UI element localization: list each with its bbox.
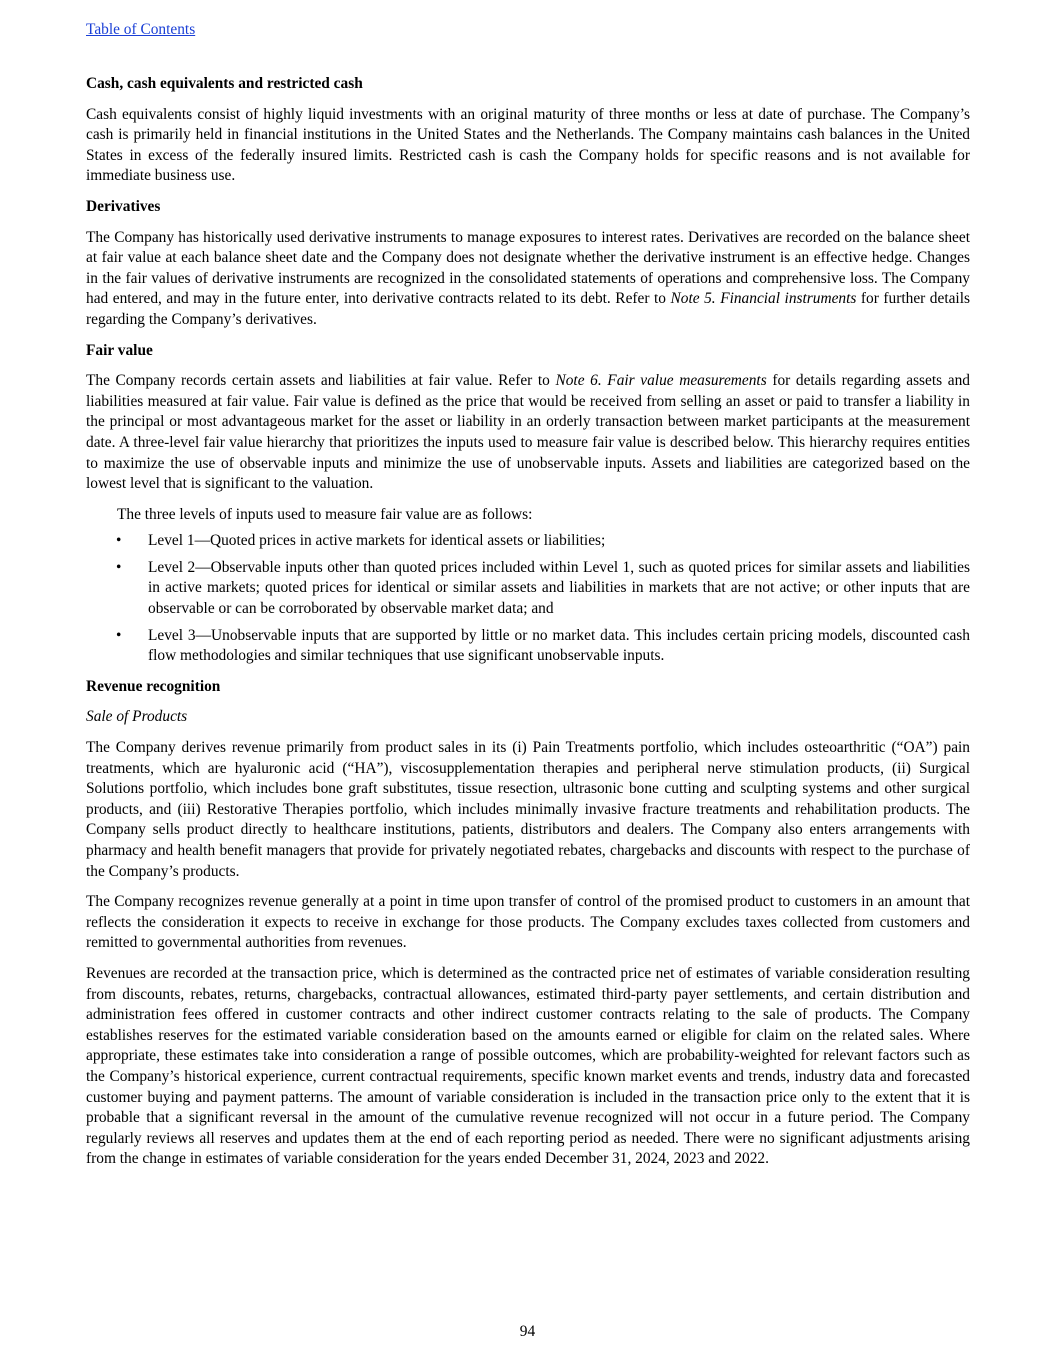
paragraph-revenue-1: The Company derives revenue primarily from product sales in its (i) Pain Treatments portfolio, which includes osteoarthritic (“OA”) pain treatments, which are hyaluronic acid (“HA”), viscosupplementation therapies and peripheral nerve stimulation products, (ii) Surgical Solutions portfolio, which includes bone graft substitutes, tissue resection, ultrasonic bone cutting and sculpting systems and other surgical products, and (iii) Restorative Therapies portfolio, which includes minimally invasive fracture treatments and rehabilitation products. The Company sells product directly to healthcare institutions, patients, distributors and dealers. The Company also enters arrangements with pharmacy and health benefit managers that provide for privately negotiated rebates, chargebacks and discounts with respect to the purchase of the Company’s products. xyxy=(86,739,970,880)
note-5-reference: Note 5. Financial instruments xyxy=(670,290,857,308)
list-item-level-2 xyxy=(86,558,970,620)
bullet-icon: • xyxy=(116,558,122,576)
derivatives-text-before: The Company has historically used derivative instruments to manage exposures to interest rates. Derivatives are recorded on the balance sheet at fair value at each balance sheet date and the Company does not designate whether the derivative instrument is an effective hedge. Changes in the fair values of derivative instruments are recognized in the consolidated statements of operations and comprehensive loss. The Company had entered, and may in the future enter, into derivative contracts related to its debt. Refer to xyxy=(86,228,970,308)
list-item-level-3 xyxy=(86,626,970,667)
table-of-contents-link[interactable]: Table of Contents xyxy=(86,21,196,38)
paragraph-revenue-2: The Company recognizes revenue generally at a point in time upon transfer of control of the promised product to customers in an amount that reflects the consideration it expects to receive in exchange for those products. The Company excludes taxes collected from customers and remitted to governmental authorities from revenues. xyxy=(86,893,970,952)
section-heading-fair-value: Fair value xyxy=(86,341,153,359)
paragraph-derivatives xyxy=(86,228,970,331)
paragraph-revenue-3: Revenues are recorded at the transaction price, which is determined as the contracted price net of estimates of variable consideration resulting from discounts, rebates, returns, chargebacks, contractual allowances, estimated third-party payer settlements, and certain distribution and administration fees offered in customer contracts and other indirect customer contracts relating to the sale of products. The Company establishes reserves for the estimated variable consideration based on the amounts earned or eligible for claim on the related sales. Where appropriate, these estimates take into consideration a range of possible outcomes, which are probability-weighted for relevant factors such as the Company’s historical experience, current contractual requirements, specific known market events and trends, industry data and forecasted customer buying and payment patterns. The amount of variable consideration is included in the transaction price only to the extent that it is probable that a significant reversal in the amount of the cumulative revenue recognized will not occur in a future period. The Company regularly reviews all reserves and updates them at the end of each reporting period as needed. There were no significant adjustments arising from the change in estimates of variable consideration for the years ended December 31, 2024, 2023 and 2022. xyxy=(86,964,970,1168)
fair-value-levels-list xyxy=(86,531,970,667)
page-number: 94 xyxy=(519,1323,536,1340)
level-3-text: Level 3—Unobservable inputs that are supported by little or no market data. This includes certain pricing models, discounted cash flow methodologies and similar techniques that use significant unobservable inputs. xyxy=(148,626,970,665)
section-heading-cash: Cash, cash equivalents and restricted cash xyxy=(86,75,363,92)
fair-value-text-after: for details regarding assets and liabilities measured at fair value. Fair value is defined as the price that would be received from selling an asset or paid to transfer a liability in the principal or most advantageous market for the asset or liability in an orderly transaction between market participants at the measurement date. A three-level fair value hierarchy that prioritizes the inputs used to measure fair value is described below. This hierarchy requires entities to maximize the use of observable inputs and minimize the use of unobservable inputs. Assets and liabilities are categorized based on the lowest level that is significant to the valuation. xyxy=(86,372,970,493)
bullet-icon: • xyxy=(116,626,122,644)
section-heading-revenue: Revenue recognition xyxy=(86,677,221,695)
section-heading-derivatives: Derivatives xyxy=(86,197,161,215)
bullet-icon: • xyxy=(116,532,122,550)
paragraph-cash: Cash equivalents consist of highly liquid investments with an original maturity of three months or less at date of purchase. The Company’s cash is primarily held in financial institutions in the United States and the Netherlands. The Company maintains cash balances in the United States in excess of the federally insured limits. Restricted cash is cash the Company holds for specific reasons and is not available for immediate business use. xyxy=(86,105,970,185)
levels-intro: The three levels of inputs used to measure fair value are as follows: xyxy=(117,505,533,523)
list-item-level-1 xyxy=(86,531,970,552)
note-6-reference: Note 6. Fair value measurements xyxy=(555,372,767,390)
derivatives-text-after: for further details regarding the Company’s derivatives. xyxy=(86,290,970,328)
paragraph-fair-value xyxy=(86,371,970,495)
document-body xyxy=(86,74,970,1180)
fair-value-text-before: The Company records certain assets and liabilities at fair value. Refer to xyxy=(86,372,556,390)
subheading-sale-of-products: Sale of Products xyxy=(86,708,188,726)
level-2-text: Level 2—Observable inputs other than quoted prices included within Level 1, such as quoted prices for similar assets and liabilities in active markets; quoted prices for identical or similar assets and liabilities in markets that are not active; or other inputs that are observable or can be corroborated by observable market data; and xyxy=(148,558,970,618)
level-1-text: Level 1—Quoted prices in active markets for identical assets or liabilities; xyxy=(148,532,606,550)
